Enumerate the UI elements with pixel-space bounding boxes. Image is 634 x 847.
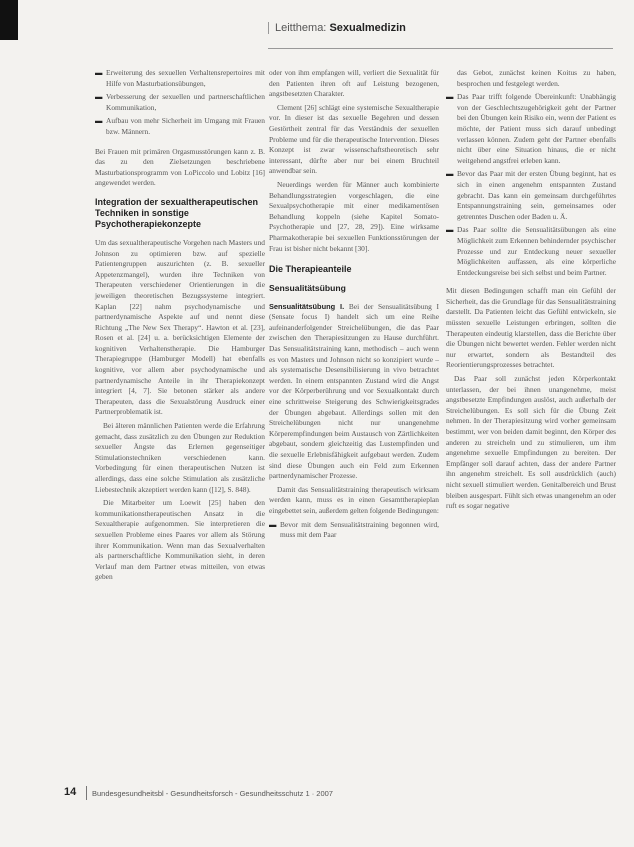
- bullet-marker: ▬: [446, 92, 454, 102]
- scan-corner-mark: [0, 0, 18, 40]
- paragraph: Bei Frauen mit primären Orgasmusstörungen kann z. B. das zu den Zielsetzungen beschriebene Masturbationsprogramm von LoPiccolo und Lobitz [16] angewendet werden.: [95, 146, 265, 188]
- bullet-marker: ▬: [269, 519, 277, 529]
- running-header: [268, 22, 615, 34]
- run-in-heading: Sensualitätsübung I.: [269, 301, 345, 311]
- section-heading: Integration der sexualtherapeutischen Techniken in sonstige Psychotherapiekonzepte: [95, 196, 259, 229]
- text-column-1: [95, 68, 265, 586]
- footer-divider: [86, 786, 87, 800]
- bullet-marker: ▬: [446, 169, 454, 179]
- bullet-marker: ▬: [95, 92, 103, 102]
- running-header-title: Sexualmedizin: [329, 22, 406, 34]
- paragraph: Bei älteren männlichen Patienten werde die Erfahrung gemacht, dass zusätzlich zu den Übungen zur Reduktion sexueller Ängste das Erlernen gegenseitiger Stimulationstechniken verschiedenen kann. Vorbedingung für einen therapeutischen Nutzen ist allerdings, dass eine solche Stimulation als zusätzliche Liebestechnik akzeptiert werden kann ([12], S. 848).: [95, 421, 265, 494]
- list-item: [446, 92, 616, 166]
- list-item-text: Bevor das Paar mit der ersten Übung beginnt, hat es sich in einen angenehm entspannten Zustand gebracht. Das kann ein gemeinsam durchgeführtes Entspannungstraining sein, gemeinsames oder getrenntes Duschen oder Baden u. Ä.: [457, 169, 616, 221]
- list-item-text: Bevor mit dem Sensualitätstraining begonnen wird, muss mit dem Paar: [280, 519, 439, 540]
- paragraph: Das Paar soll zunächst jeden Körperkontakt unterlassen, der bei ihnen unangenehme, meist angstbesetzte Empfindungen auslöst, auch außerhalb der Streichelübungen. Es soll sich für die Übung Zeit nehmen. In der Therapiesitzung wird vorher gemeinsam bestimmt, wer von beiden damit beginnt, den Körper des anderen zu streicheln und zu stimulieren, um ihm angenehme sexuelle Empfindungen zu bereiten. Der Empfänger soll darauf achten, dass der andere Partner ihn angenehm streichelt. Es soll ausdrücklich (auch) nicht sexuell stimuliert werden. Genitalbereich und Brust bleiben ausgespart. Fühlt sich etwas unangenehm an oder ruft es sogar negative: [446, 374, 616, 511]
- page-number: 14: [64, 786, 77, 798]
- text-column-3: [446, 68, 616, 515]
- list-item-text: Das Paar sollte die Sensualitätsübungen als eine Möglichkeit zum Erkennen behindernder psychischer Prozesse und zur Entdeckung neuer sexueller Möglichkeiten auffassen, als eine körperliche Entdeckungsreise bei sich selbst und beim Partner.: [457, 225, 616, 277]
- bullet-marker: ▬: [446, 225, 454, 235]
- paragraph: Clement [26] schlägt eine systemische Sexualtherapie vor. In dieser ist das sexuelle Begehren und dessen Gestörtheit zentral für das Verständnis der sexuellen Probleme und für die therapeutische Intervention. Dieses Konzept ist zwar wissenschaftstheoretisch sehr interessant, dürfte aber nur bei einem Bruchteil anwendbar sein.: [269, 102, 439, 176]
- bullet-marker: ▬: [95, 68, 103, 77]
- paragraph: oder von ihm empfangen will, verliert die Sexualität für den Patienten ihren oft auf Leistung bezogenen, angstbesetzten Charakter.: [269, 68, 439, 99]
- list-item-text: Aufbau von mehr Sicherheit im Umgang mit Frauen bzw. Männern.: [106, 116, 265, 136]
- list-item-text: Verbesserung der sexuellen und partnerschaftlichen Kommunikation,: [106, 92, 265, 112]
- list-item: [95, 116, 265, 137]
- list-item-text: Erweiterung des sexuellen Verhaltensrepertoires mit Hilfe von Masturbationsübungen,: [106, 68, 265, 88]
- list-item: [446, 225, 616, 278]
- section-heading: Die Therapieanteile: [269, 264, 352, 275]
- list-item: [95, 92, 265, 113]
- paragraph: Die Mitarbeiter um Loewit [25] haben den kommunikationstherapeutischen Ansatz in die Sexualtherapie aufgenommen. Sie interpretieren die sexuellen Probleme eines Paares vor allem als Störung ihrer Kommunikation. Wenn man das Sexualverhalten als partnerschaftliche Kommunikation sieht, in deren Verlauf man dem Partner etwas mitteilen, von etwas geben: [95, 498, 265, 582]
- text-column-2: [269, 68, 439, 544]
- bullet-marker: ▬: [95, 116, 103, 126]
- paragraph: Damit das Sensualitätstraining therapeutisch wirksam werden kann, muss es in einen Gesamttherapieplan eingebettet sein, außerdem gelten folgende Bedingungen:: [269, 484, 439, 515]
- paragraph-text: Bei der Sensualitätsübung I (Sensate focus I) handelt sich um eine Reihe aufeinanderfolgender Streichelübungen, die das Paar zwischen den Therapiesitzungen zu Hause durchführt. Das Sensualitätstraining kann, methodisch – auch wenn es von Masters und Johnson nicht so konzipiert wurde – als systematische Desensibilisierung in vivo betrachtet werden. In einem entspannten Zustand wird die Angst vor der Körperberührung und vor Sexualkontakt durch eine schrittweise Steigerung des Schwierigkeitsgrades der Übungen abgebaut. Allerdings sollen mit den Streichelübungen nicht nur unangenehme Körperempfindungen beim Austausch von Zärtlichkeiten abgebaut, sondern gleichzeitig das Lustempfinden und die sexuelle Erlebnisfähigkeit aufgebaut werden. Zudem sind diese Übungen auch ein Feld zum Erkennen partnerdynamischer Prozesse.: [269, 301, 439, 481]
- paragraph: [269, 302, 439, 482]
- paragraph: das Gebot, zunächst keinen Koitus zu haben, besprochen und festgelegt werden.: [457, 68, 616, 88]
- journal-citation: Bundesgesundheitsbl - Gesundheitsforsch - Gesundheitsschutz 1 · 2007: [92, 789, 333, 798]
- paragraph: Mit diesen Bedingungen schafft man ein Gefühl der Sicherheit, das die Grundlage für das Sensualitätstraining darstellt. Da Patienten leicht das Gefühl entwickeln, sie müssten sexuelle Leistungen erbringen, sollten die Therapeuten eindeutig klarstellen, dass die Berichte über die Übungen nicht bewertet werden. Fehler werden nicht nur erwartet, sondern als Bestandteil des Reorientierungsprozesses betrachtet.: [446, 286, 616, 370]
- subsection-heading: Sensualitätsübung: [269, 283, 346, 294]
- header-rule: [268, 48, 613, 49]
- list-item: [95, 68, 265, 89]
- list-item: [269, 520, 439, 541]
- list-item: [446, 169, 616, 222]
- running-header-prefix: Leitthema:: [275, 22, 327, 34]
- list-item-text: Das Paar trifft folgende Übereinkunft: Unabhängig von der Geschlechtszugehörigkeit geht der Partner bei den Übungen kein Risiko ein, wenn der Patient es möchte, der Patient muss sich darauf unbedingt verlassen können. Zudem geht der Partner ebenfalls nicht über eine Situation hinaus, die er nicht weitgehend angstfrei erleben kann.: [457, 92, 616, 165]
- paragraph: Neuerdings werden für Männer auch kombinierte Behandlungsstrategien vorgeschlagen, die eine Sexualpsychotherapie mit einer medikamentösen Behandlung koppeln (siehe Kapitel Somato-Psychotherapie und [27, 28, 29]). Eine wirksame Pharmakotherapie bei sexuellen Funktionsstörungen der Frau ist bisher nicht bekannt [30].: [269, 179, 439, 253]
- page-footer: [64, 786, 624, 802]
- paragraph: Um das sexualtherapeutische Vorgehen nach Masters und Johnson zu optimieren bzw. auf spezielle Patientengruppen auszurichten (z. B. sexueller Appetenzmangel), wurden ihre Techniken von Therapeuten verschiedener Orientierungen in die jeweiligen theoretischen Bezugssysteme integriert. Kaplan [22] nahm psychodynamische und partnerdynamische Aspekte auf und nennt diese Richtung „The New Sex Therapy“. Hawton et al. [23], Rosen et al. [24] u. a. berücksichtigen Elemente der kognitiven Verhaltenstherapie. Die Hamburger Therapiegruppe (Hamburger Modell) hat ebenfalls kognitive, vor allem aber psychodynamische und partnerdynamische Anteile in ihr Therapiekonzept integriert [4, 7]. Sie betonen stärker als andere Therapeuten, dass die Sexualstörung Ausdruck einer Partnerproblematik ist.: [95, 237, 265, 417]
